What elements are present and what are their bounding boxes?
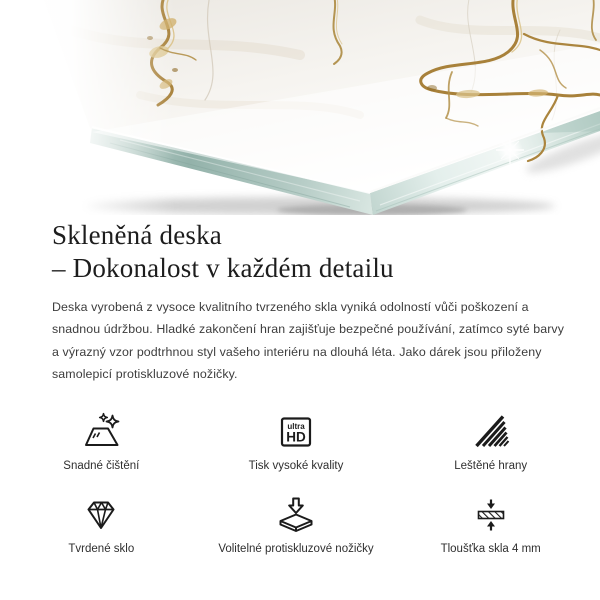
ultra-hd-icon: [276, 412, 316, 452]
ultra-hd-icon-text-small: ultra: [287, 421, 305, 431]
page-title-line2: – Dokonalost v každém detailu: [52, 253, 394, 283]
feature-anti-slip-feet: [199, 495, 394, 556]
feature-label: Tvrdené sklo: [68, 542, 135, 555]
page-title-line1: Skleněná deska: [52, 220, 222, 250]
product-description-text: Deska vyrobená z vysoce kvalitního tvrzeného skla vyniká odolností vůči poškození a snadnou údržbou. Hladké zakončení hran zajišťuje bezpečné používání, zatímco syté barvy a výrazný vzor podtrhnou styl vašeho interiéru na dlouhá léta. Jako dárek jsou přiloženy samolepicí protiskluzové nožičky.: [52, 300, 565, 382]
feature-tempered-glass: [4, 495, 199, 556]
left-fade: [0, 0, 175, 215]
anti-slip-feet-icon: [276, 495, 316, 535]
feature-label: Tloušťka skla 4 mm: [440, 542, 541, 555]
glass-thickness-icon: [471, 495, 511, 535]
feature-easy-cleaning: [4, 412, 199, 473]
feature-label: Snadné čištění: [63, 459, 140, 472]
polished-edges-icon: [471, 412, 511, 452]
feature-label: Volitelné protiskluzové nožičky: [218, 542, 374, 555]
product-image: [0, 0, 600, 215]
diamond-icon: [81, 495, 121, 535]
feature-label: Tisk vysoké kvality: [248, 459, 344, 472]
ultra-hd-icon-text-big: HD: [286, 429, 306, 445]
feature-print-quality: [199, 412, 394, 473]
sparkle-clean-icon: [81, 412, 121, 452]
feature-glass-thickness: [393, 495, 588, 556]
feature-label: Leštěné hrany: [454, 459, 528, 472]
product-description-section: [0, 215, 600, 386]
feature-polished-edges: [393, 412, 588, 473]
page-title: [52, 219, 568, 285]
features-grid: [0, 412, 600, 556]
